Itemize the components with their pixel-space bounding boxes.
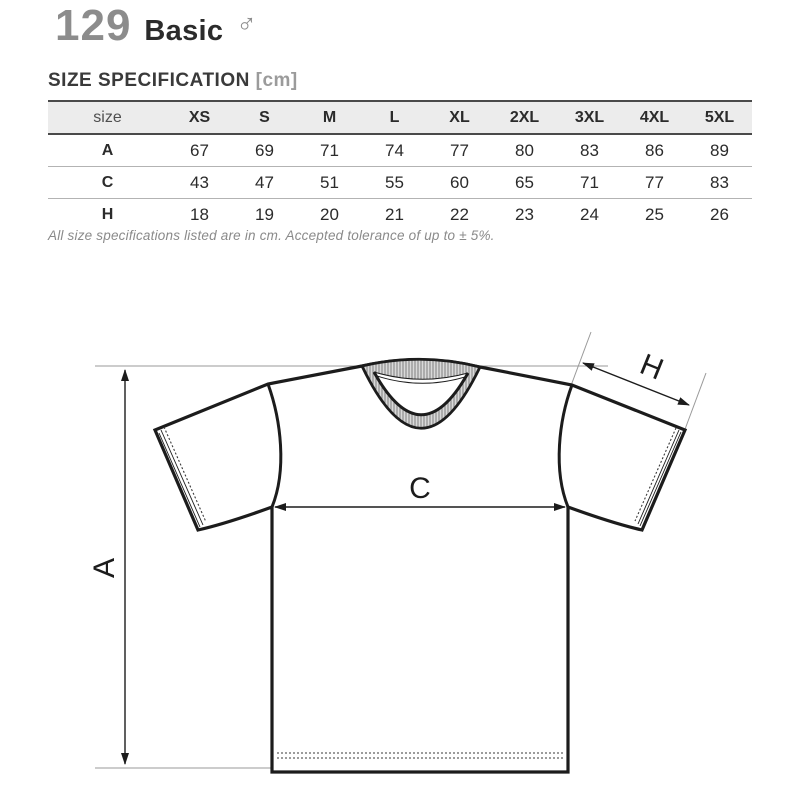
male-symbol-icon: ♂ <box>236 9 257 39</box>
cell: 77 <box>645 172 664 192</box>
col-header: 3XL <box>574 108 605 126</box>
col-header: XS <box>188 108 211 126</box>
cell: 65 <box>515 172 534 192</box>
cell: 47 <box>255 172 274 192</box>
col-header: 4XL <box>639 108 670 126</box>
page-title <box>55 1 257 50</box>
cell: 83 <box>710 172 729 192</box>
cell: 26 <box>710 204 729 224</box>
tshirt-measurement-diagram <box>0 330 800 800</box>
cell: 86 <box>645 140 664 160</box>
cell: 71 <box>580 172 599 192</box>
col-header: S <box>259 108 270 126</box>
col-header: L <box>389 108 400 126</box>
cell: 55 <box>385 172 404 192</box>
table-row-c <box>48 167 752 199</box>
row-label: A <box>101 141 114 159</box>
section-unit: [cm] <box>255 70 298 91</box>
col-header: 5XL <box>704 108 735 126</box>
cell: 43 <box>190 172 209 192</box>
cell: 80 <box>515 140 534 160</box>
section-title-text: SIZE SPECIFICATION <box>48 70 250 91</box>
col-header: 2XL <box>509 108 540 126</box>
cell: 22 <box>450 204 469 224</box>
cell: 23 <box>515 204 534 224</box>
cell: 83 <box>580 140 599 160</box>
dimension-label-h: H <box>635 347 668 387</box>
cell: 18 <box>190 204 209 224</box>
size-table <box>48 100 752 230</box>
cell: 67 <box>190 140 209 160</box>
cell: 51 <box>320 172 339 192</box>
cell: 20 <box>320 204 339 224</box>
cell: 89 <box>710 140 729 160</box>
cell: 77 <box>450 140 469 160</box>
cell: 24 <box>580 204 599 224</box>
cell: 69 <box>255 140 274 160</box>
section-title <box>48 70 298 92</box>
col-header: M <box>322 108 337 126</box>
cell: 19 <box>255 204 274 224</box>
size-header-label: size <box>93 108 122 126</box>
cell: 74 <box>385 140 404 160</box>
row-label: H <box>101 205 114 223</box>
col-header: XL <box>449 108 470 126</box>
cell: 60 <box>450 172 469 192</box>
cell: 21 <box>385 204 404 224</box>
product-number: 129 <box>55 1 132 50</box>
cell: 71 <box>320 140 339 160</box>
dimension-label-c: C <box>409 472 431 505</box>
tolerance-footnote: All size specifications listed are in cm. Accepted tolerance of up to ± 5%. <box>48 228 495 243</box>
table-row-a <box>48 134 752 167</box>
table-row-h <box>48 199 752 231</box>
size-table-header-row <box>48 101 752 134</box>
row-label: C <box>101 173 114 191</box>
dimension-label-a: A <box>88 557 121 579</box>
product-name: Basic <box>144 15 224 47</box>
cell: 25 <box>645 204 664 224</box>
